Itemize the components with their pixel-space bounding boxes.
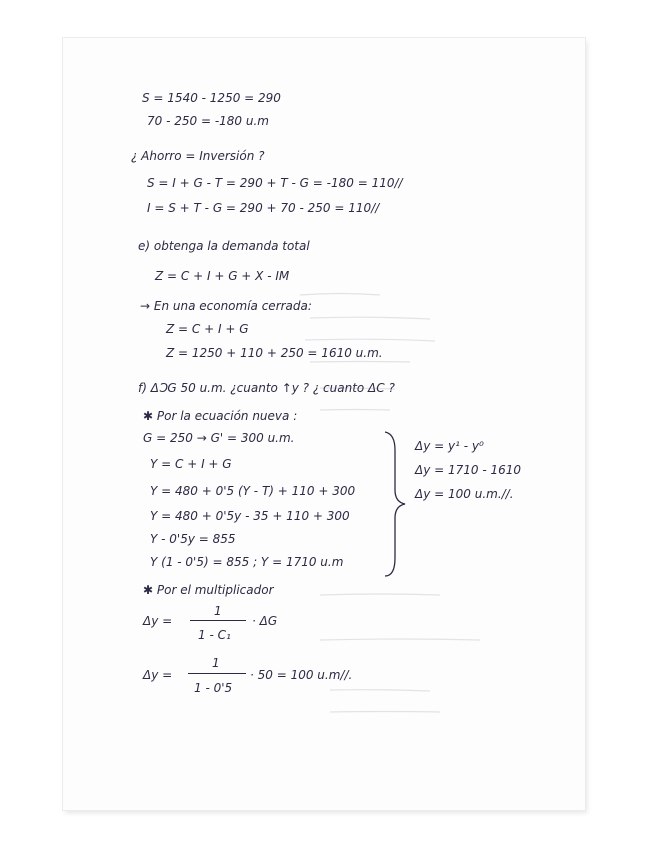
line-net-taxes: 70 - 250 = -180 u.m — [147, 114, 269, 128]
multiplier-result-lhs: Δy = — [143, 668, 173, 682]
line-new-equation-title: ✱ Por la ecuación nueva : — [143, 409, 298, 423]
line-income-substitution: Y = 480 + 0'5 (Y - T) + 110 + 300 — [150, 484, 356, 498]
line-closed-economy: → En una economía cerrada: — [140, 299, 312, 313]
right-brace — [381, 430, 411, 578]
line-question-saving-investment: ¿ Ahorro = Inversión ? — [131, 149, 265, 163]
fraction-bar — [188, 673, 246, 674]
result-numerator: 1 — [212, 656, 220, 670]
line-income-simplified: Y - 0'5y = 855 — [150, 532, 236, 546]
line-closed-demand: Z = C + I + G — [166, 322, 249, 336]
multiplier-numerator: 1 — [214, 604, 222, 618]
line-aggregate-demand: Z = C + I + G + X - IM — [155, 269, 290, 283]
multiplier-formula-rhs: · ΔG — [252, 614, 278, 628]
fraction-bar — [190, 620, 246, 621]
line-savings-equation: S = I + G - T = 290 + T - G = -180 = 110// — [147, 176, 403, 190]
line-government-change: G = 250 → G' = 300 u.m. — [143, 431, 295, 445]
multiplier-result-fraction — [188, 656, 246, 694]
line-demand-result: Z = 1250 + 110 + 250 = 1610 u.m. — [166, 346, 383, 360]
multiplier-formula-fraction — [190, 604, 246, 640]
delta-y-substitution: Δy = 1710 - 1610 — [415, 463, 522, 477]
multiplier-denominator: 1 - C₁ — [198, 628, 231, 642]
delta-y-definition: Δy = y¹ - y⁰ — [415, 439, 484, 453]
result-denominator: 1 - 0'5 — [194, 681, 233, 695]
line-income-identity: Y = C + I + G — [150, 457, 232, 471]
heading-multiplier: ✱ Por el multiplicador — [143, 583, 274, 597]
heading-part-f: f) ΔↃG 50 u.m. ¿cuanto ↑y ? ¿ cuanto ΔC ? — [138, 381, 395, 395]
heading-part-e: e) obtenga la demanda total — [138, 239, 310, 253]
line-investment-equation: I = S + T - G = 290 + 70 - 250 = 110// — [147, 201, 380, 215]
delta-y-result: Δy = 100 u.m.//. — [415, 487, 514, 501]
line-income-result: Y (1 - 0'5) = 855 ; Y = 1710 u.m — [150, 555, 344, 569]
line-income-expanded: Y = 480 + 0'5y - 35 + 110 + 300 — [150, 509, 350, 523]
line-savings: S = 1540 - 1250 = 290 — [142, 91, 281, 105]
multiplier-result-rhs: · 50 = 100 u.m//. — [250, 668, 353, 682]
multiplier-formula-lhs: Δy = — [143, 614, 173, 628]
